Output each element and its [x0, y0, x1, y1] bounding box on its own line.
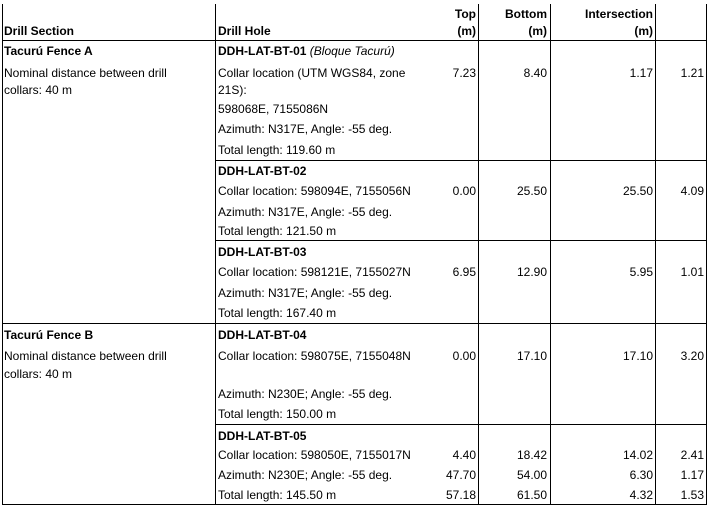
top-value: 4.40 [452, 448, 476, 462]
total-length: Total length: 145.50 m [218, 488, 337, 502]
grade-value: 1.53 [680, 488, 704, 502]
bottom-value: 61.50 [516, 488, 547, 502]
col-rule [655, 4, 656, 504]
collar-location: 598068E, 7155086N [218, 102, 329, 116]
grade-value: 3.20 [680, 349, 704, 363]
section-name: Tacurú Fence A [4, 44, 93, 58]
header-bottom: Bottom [505, 7, 547, 21]
hole-id: DDH-LAT-BT-02 [218, 164, 307, 178]
col-rule [550, 4, 551, 504]
top-value: 0.00 [452, 349, 476, 363]
azimuth: Azimuth: N230E; Angle: -55 deg. [218, 468, 393, 482]
intersection-value: 4.32 [629, 488, 653, 502]
total-length: Total length: 167.40 m [218, 306, 337, 320]
row-rule [215, 240, 707, 241]
col-rule [706, 4, 707, 504]
intersection-value: 1.17 [629, 66, 653, 80]
row-rule [215, 424, 707, 425]
azimuth: Azimuth: N317E, Angle: -55 deg. [218, 205, 393, 219]
col-rule [2, 4, 3, 504]
bottom-value: 54.00 [516, 468, 547, 482]
grade-value: 1.17 [680, 468, 704, 482]
table-bottom-rule [2, 504, 707, 505]
intersection-value: 5.95 [629, 265, 653, 279]
section-note: collars: 40 m [4, 367, 73, 381]
section-rule [2, 323, 707, 324]
section-note: Nominal distance between drill [4, 66, 167, 80]
intersection-value: 14.02 [622, 448, 653, 462]
header-drill-section: Drill Section [4, 24, 75, 38]
header-drill-hole: Drill Hole [218, 24, 271, 38]
header-intersection-unit: (m) [634, 24, 653, 38]
bottom-value: 18.42 [516, 448, 547, 462]
header-top: Top [454, 7, 476, 21]
intersection-value: 6.30 [629, 468, 653, 482]
azimuth: Azimuth: N230E; Angle: -55 deg. [218, 387, 393, 401]
section-name: Tacurú Fence B [4, 328, 94, 342]
col-rule [478, 4, 479, 504]
top-value: 6.95 [452, 265, 476, 279]
collar-location: Collar location: 598094E, 7155056N [218, 184, 411, 198]
total-length: Total length: 150.00 m [218, 407, 337, 421]
header-intersection: Intersection [584, 7, 653, 21]
row-rule [215, 160, 707, 161]
header-top-unit: (m) [457, 24, 476, 38]
grade-value: 2.41 [680, 448, 704, 462]
total-length: Total length: 119.60 m [218, 143, 336, 157]
grade-value: 4.09 [680, 184, 704, 198]
collar-location: Collar location (UTM WGS84, zone [218, 66, 406, 80]
intersection-value: 25.50 [622, 184, 653, 198]
hole-id: DDH-LAT-BT-03 [218, 245, 307, 259]
total-length: Total length: 121.50 m [218, 224, 337, 238]
azimuth: Azimuth: N317E; Angle: -55 deg. [218, 286, 393, 300]
header-rule [2, 40, 707, 41]
collar-location: Collar location: 598050E, 7155017N [218, 448, 411, 462]
top-value: 0.00 [452, 184, 476, 198]
bottom-value: 8.40 [523, 66, 547, 80]
bottom-value: 25.50 [516, 184, 547, 198]
azimuth: Azimuth: N317E, Angle: -55 deg. [218, 122, 393, 136]
hole-id: DDH-LAT-BT-01 (Bloque Tacurú) [218, 44, 395, 58]
hole-id: DDH-LAT-BT-05 [218, 429, 307, 443]
top-value: 7.23 [452, 66, 476, 80]
collar-location: 21S): [218, 83, 247, 97]
hole-id-suffix: (Bloque Tacurú) [309, 44, 395, 58]
top-value: 57.18 [445, 488, 476, 502]
top-value: 47.70 [445, 468, 476, 482]
section-note: collars: 40 m [4, 83, 73, 97]
grade-value: 1.21 [680, 66, 704, 80]
collar-location: Collar location: 598121E, 7155027N [218, 265, 411, 279]
col-rule [215, 4, 216, 504]
header-bottom-unit: (m) [528, 24, 547, 38]
grade-value: 1.01 [680, 265, 704, 279]
collar-location: Collar location: 598075E, 7155048N [218, 349, 411, 363]
intersection-value: 17.10 [622, 349, 653, 363]
bottom-value: 12.90 [516, 265, 547, 279]
hole-id: DDH-LAT-BT-04 [218, 328, 307, 342]
bottom-value: 17.10 [516, 349, 547, 363]
section-note: Nominal distance between drill [4, 349, 167, 363]
